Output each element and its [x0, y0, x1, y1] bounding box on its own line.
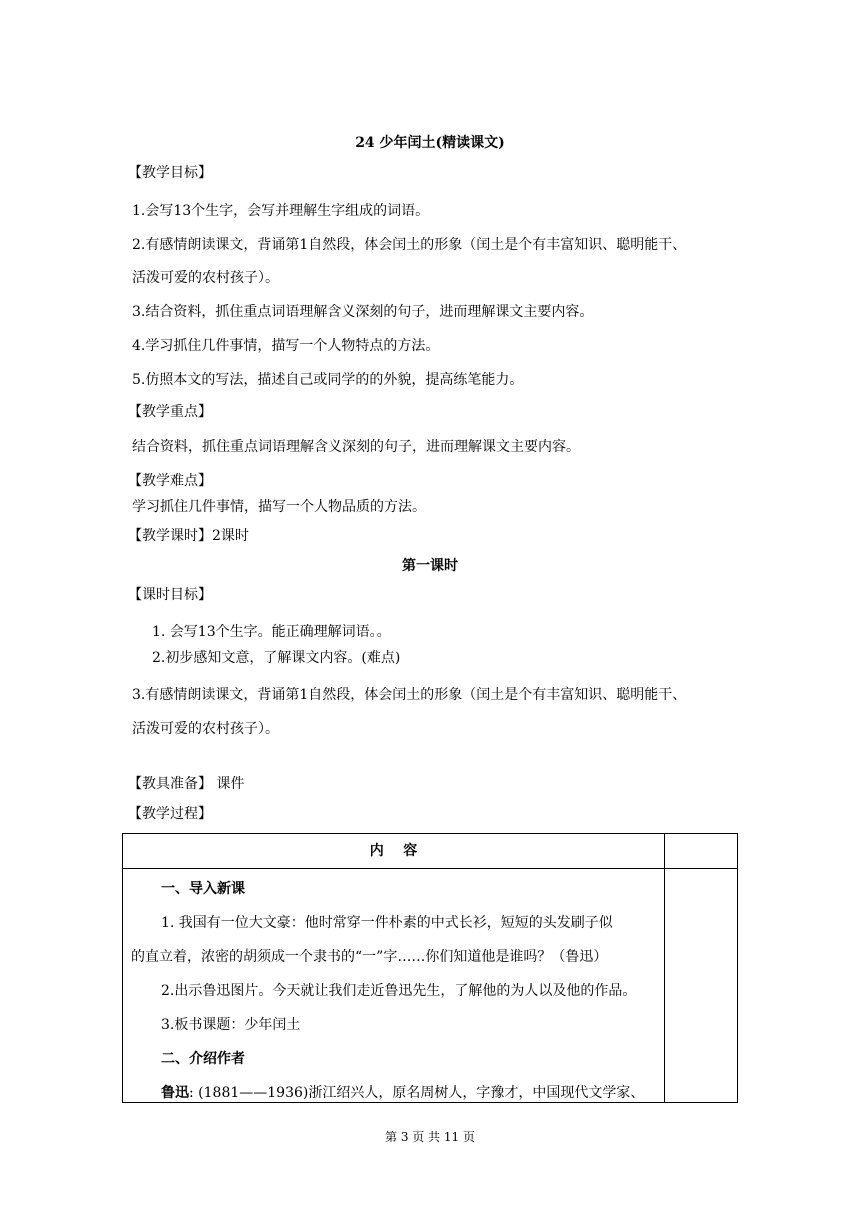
objective-line-5: 5.仿照本文的写法，描述自己或同学的的外貌，提高练笔能力。 — [132, 372, 524, 388]
author-name: 鲁迅 — [161, 1085, 189, 1101]
table-header-row — [123, 834, 738, 869]
process-heading: 【教学过程】 — [128, 806, 212, 822]
difficulties-heading: 【教学难点】 — [128, 473, 212, 489]
section-intro-heading: 一、导入新课 — [161, 881, 245, 897]
objectives-heading: 【教学目标】 — [128, 165, 212, 181]
section-author-heading: 二、介绍作者 — [161, 1051, 245, 1067]
objective-line-4: 4.学习抓住几件事情，描写一个人物特点的方法。 — [132, 338, 440, 354]
lesson-goal-1: 1. 会写13个生字。能正确理解词语。。 — [152, 624, 391, 640]
section-title: 第一课时 — [402, 558, 458, 574]
lesson-goal-3: 3.有感情朗读课文，背诵第1自然段，体会闰土的形象（闰土是个有丰富知识、聪明能干、 — [132, 687, 687, 703]
author-intro — [161, 1083, 644, 1102]
objective-line-2: 2.有感情朗读课文，背诵第1自然段，体会闰土的形象（闰土是个有丰富知识、聪明能干、 — [132, 237, 687, 253]
notes-column-header — [665, 834, 738, 869]
page-footer: 第 3 页 共 11 页 — [385, 1130, 475, 1144]
lesson-goal-2: 2.初步感知文意，了解课文内容。(难点) — [152, 650, 401, 666]
intro-paragraph-2: 2.出示鲁迅图片。今天就让我们走近鲁迅先生，了解他的为人以及他的作品。 — [161, 983, 637, 999]
table-content-row — [123, 869, 738, 1103]
intro-paragraph-3: 3.板书课题：少年闰土 — [161, 1017, 301, 1033]
content-column-header: 内 容 — [123, 834, 665, 869]
key-points-text: 结合资料，抓住重点词语理解含义深刻的句子，进而理解课文主要内容。 — [132, 439, 580, 455]
author-text: : (1881——1936)浙江绍兴人，原名周树人，字豫才，中国现代文学家、 — [189, 1085, 645, 1101]
content-cell — [123, 869, 665, 1103]
objective-line-3: 3.结合资料，抓住重点词语理解含义深刻的句子，进而理解课文主要内容。 — [132, 304, 594, 320]
key-points-heading: 【教学重点】 — [128, 404, 212, 420]
difficulties-text: 学习抓住几件事情，描写一个人物品质的方法。 — [132, 499, 426, 515]
materials-line: 【教具准备】 课件 — [128, 776, 245, 792]
lesson-goals-heading: 【课时目标】 — [128, 587, 212, 603]
notes-cell — [665, 869, 738, 1103]
objective-line-1: 1.会写13个生字，会写并理解生字组成的词语。 — [132, 203, 430, 219]
intro-paragraph-1: 1. 我国有一位大文豪：他时常穿一件朴素的中式长衫，短短的头发刷子似 — [161, 915, 613, 931]
lesson-goal-3-cont: 活泼可爱的农村孩子）。 — [132, 721, 279, 737]
intro-paragraph-1-cont: 的直立着，浓密的胡须成一个隶书的“一”字……你们知道他是谁吗？（鲁迅） — [131, 949, 608, 965]
document-title: 24 少年闰土(精读课文) — [355, 135, 505, 151]
hours-line: 【教学课时】2课时 — [128, 528, 249, 544]
teaching-process-table — [122, 833, 738, 1103]
objective-line-2-cont: 活泼可爱的农村孩子）。 — [132, 270, 279, 286]
